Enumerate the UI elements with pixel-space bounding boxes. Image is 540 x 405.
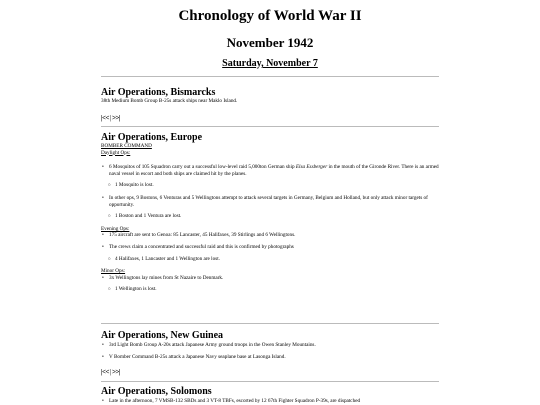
sub-list [101, 286, 439, 293]
daylight-list [101, 195, 439, 208]
list-item: ○ 1 Mosquito is lost. [101, 182, 439, 189]
divider [101, 323, 439, 324]
sub-list [101, 182, 439, 189]
section-heading: Air Operations, Europe [101, 132, 203, 143]
section-bismarcks [101, 87, 439, 122]
section-new-guinea [101, 330, 439, 376]
list-item: ○ 1 Boston and 1 Ventura are lost. [101, 213, 439, 220]
section-heading: Air Operations, New Guinea [101, 330, 224, 341]
prev-link[interactable]: |<< [101, 113, 110, 122]
nav-links [101, 114, 439, 122]
page-title: Chronology of World War II [178, 8, 362, 24]
new-guinea-list [101, 342, 439, 360]
minor-label: Minor Ops: [101, 268, 126, 275]
list-item: • 3rd Light Bomb Group A-20s attack Japanese Army ground troops in the Owen Stanley Mountains. [101, 342, 439, 349]
date-heading: Saturday, November 7 [222, 58, 318, 69]
list-item: • 175 aircraft are sent to Genoa: 85 Lancaster, 45 Halifaxes, 39 Stirlings and 6 Wellingtons. [101, 232, 439, 239]
divider [101, 76, 439, 77]
section-heading: Air Operations, Bismarcks [101, 87, 216, 98]
minor-list [101, 275, 439, 282]
list-item: ○ 1 Wellington is lost. [101, 286, 439, 293]
list-item: • V Bomber Command B-25s attack a Japanese Navy seaplane base at Lasonga Island. [101, 354, 439, 361]
section-heading: Air Operations, Solomons [101, 386, 212, 397]
divider [101, 381, 439, 382]
sub-list [101, 213, 439, 220]
solomons-list [101, 398, 439, 405]
nav-separator: | [110, 368, 111, 377]
list-item: • The crews claim a concentrated and successful raid and this is confirmed by photographs [101, 244, 439, 251]
section-solomons [101, 386, 439, 405]
nav-links [101, 368, 439, 376]
list-item: • In other ops, 9 Bostons, 6 Venturas and 5 Wellingtons attempt to attack several targets in Germany, Belgium and Holland, but only attack minor targets of opportunity. [101, 195, 439, 208]
next-link[interactable]: >>| [111, 113, 120, 122]
divider [101, 126, 439, 127]
evening-label: Evening Ops: [101, 225, 130, 232]
list-item: • 3x Wellingtons lay mines from St Nazaire to Denmark. [101, 275, 439, 282]
section-europe [101, 132, 439, 293]
list-item: ○ 4 Halifaxes, 1 Lancaster and 1 Wellington are lost. [101, 256, 439, 263]
daylight-label: Daylight Ops: [101, 149, 131, 156]
daylight-list [101, 164, 439, 177]
month-heading: November 1942 [226, 35, 314, 50]
nav-separator: | [110, 113, 111, 122]
ship-name: Elsa Essberger [295, 164, 328, 171]
list-item: • 6 Mosquitos of 105 Squadron carry out a successful low-level raid 5,000ton German ship Elsa Essberger in the mouth of the Gironde River. There is an armed naval vessel in escort and both ships are claimed hit by the planes. [101, 164, 439, 177]
section-text: 38th Medium Bomb Group B-25s attack ships near Maklo Island. [101, 98, 238, 104]
list-item: • Late in the afternoon, 7 VMSB-132 SBDs and 3 VT-8 TBFs, escorted by 12 67th Fighter Squadron P-39s, are dispatched [101, 398, 439, 405]
prev-link[interactable]: |<< [101, 368, 110, 377]
sub-list [101, 256, 439, 263]
evening-list [101, 232, 439, 250]
subsection-label: BOMBER COMMAND [101, 143, 152, 149]
next-link[interactable]: >>| [111, 368, 120, 377]
